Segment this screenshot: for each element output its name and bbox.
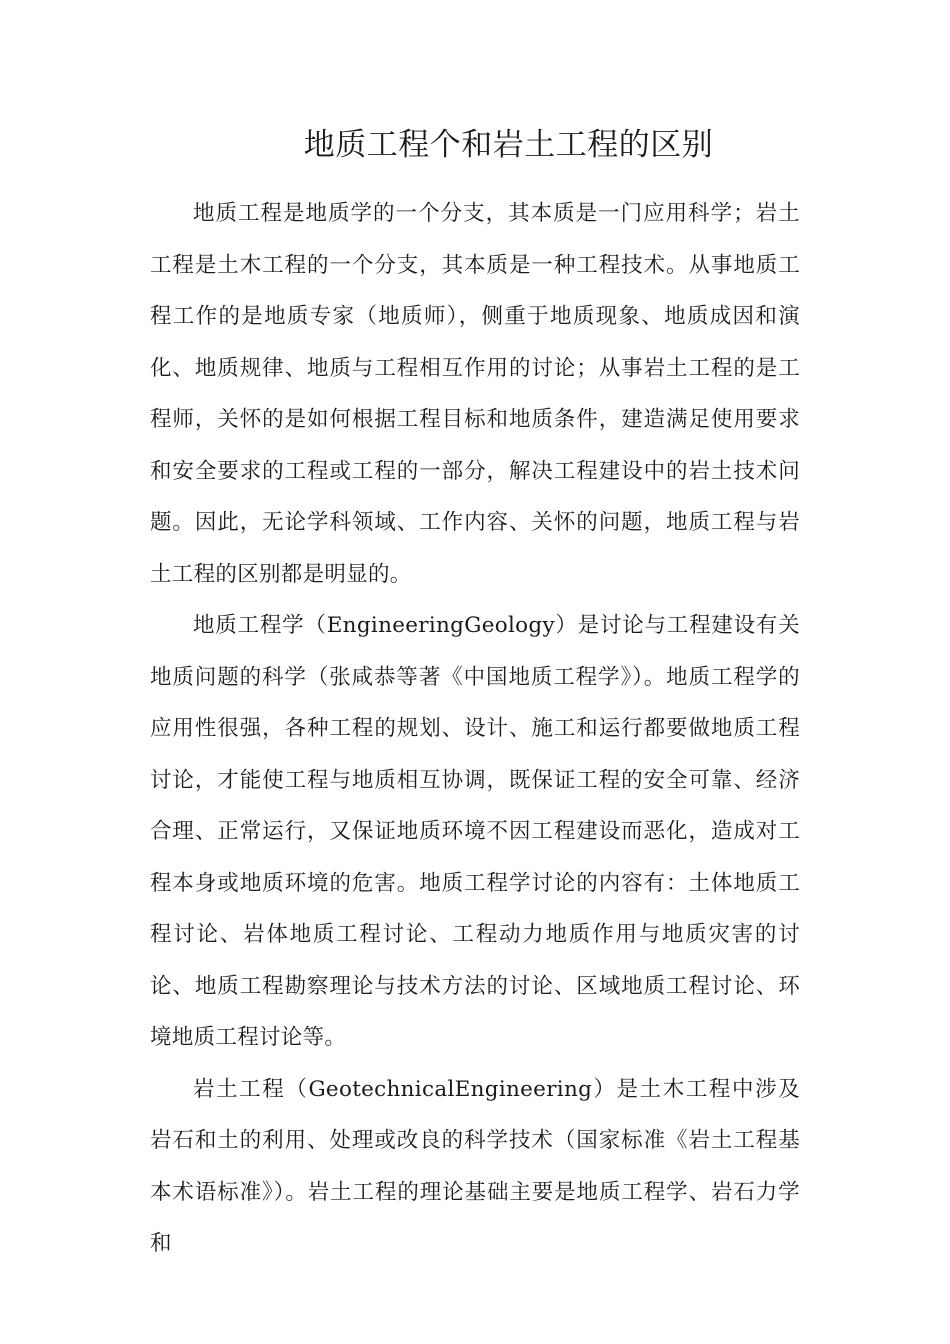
paragraph: 地质工程学（EngineeringGeology）是讨论与工程建设有关地质问题的科学（张咸恭等著《中国地质工程学》）。地质工程学的应用性很强，各种工程的规划、设计、施工和运行都要做地质工程讨论，才能使工程与地质相互协调，既保证工程的安全可靠、经济合理、正常运行，又保证地质环境不因工程建设而恶化，造成对工程本身或地质环境的危害。地质工程学讨论的内容有：土体地质工程讨论、岩体地质工程讨论、工程动力地质作用与地质灾害的讨论、地质工程勘察理论与技术方法的讨论、区域地质工程讨论、环境地质工程讨论等。 <box>150 613 800 1050</box>
document-title: 地质工程个和岩土工程的区别 <box>303 127 714 163</box>
paragraph: 地质工程是地质学的一个分支，其本质是一门应用科学；岩土工程是土木工程的一个分支，其本质是一种工程技术。从事地质工程工作的是地质专家（地质师），侧重于地质现象、地质成因和演化、地质规律、地质与工程相互作用的讨论；从事岩土工程的是工程师，关怀的是如何根据工程目标和地质条件，建造满足使用要求和安全要求的工程或工程的一部分，解决工程建设中的岩土技术问题。因此，无论学科领域、工作内容、关怀的问题，地质工程与岩土工程的区别都是明显的。 <box>150 201 800 587</box>
paragraph: 岩土工程（GeotechnicalEngineering）是土木工程中涉及岩石和土的利用、处理或改良的科学技术（国家标准《岩土工程基本术语标准》）。岩土工程的理论基础主要是地质工程学、岩石力学和 <box>150 1076 800 1256</box>
document-body <box>150 188 800 1270</box>
